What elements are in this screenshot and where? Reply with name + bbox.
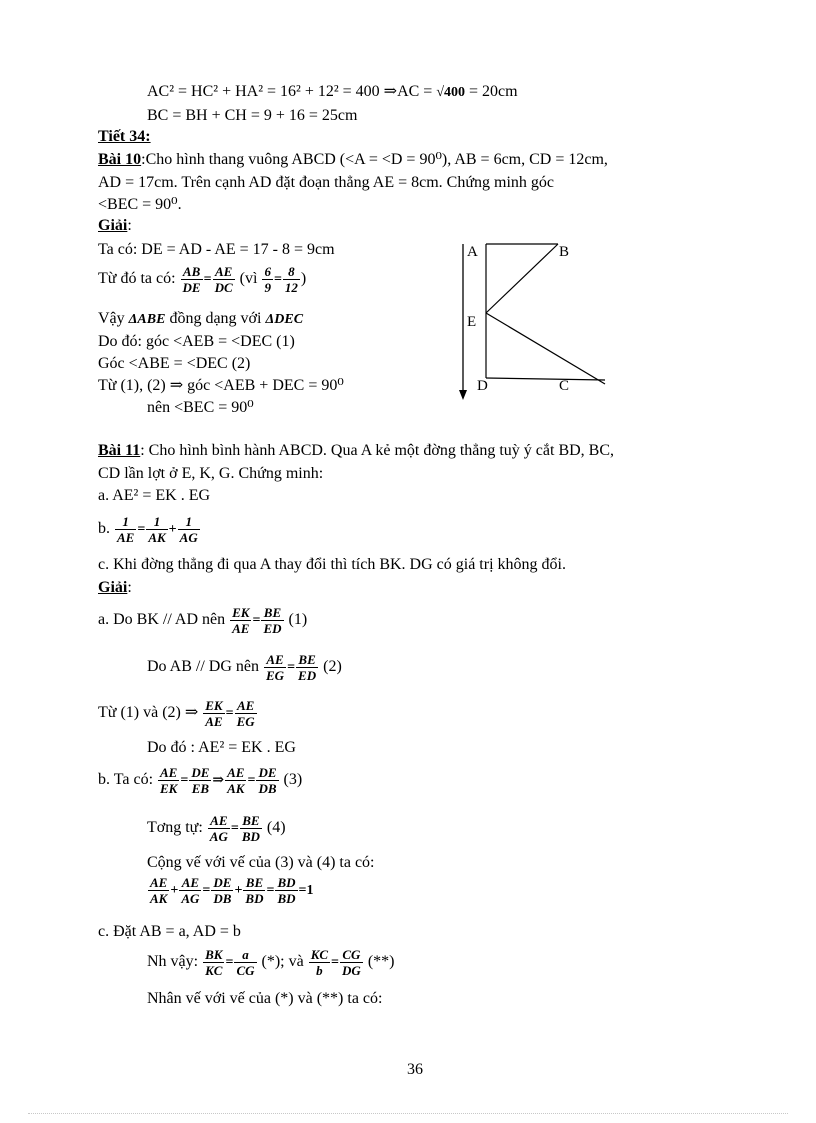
text: Tơng tự: [147, 819, 203, 836]
text: Từ (1) và (2) ⇒ [98, 704, 199, 721]
denominator: AE [117, 529, 135, 545]
numerator: AE [227, 764, 245, 780]
equals: = [273, 272, 282, 287]
g3 [98, 309, 303, 330]
text: (4) [262, 819, 286, 836]
numerator: BE [296, 652, 318, 668]
trapezoid-figure [455, 238, 615, 406]
numerator: AE [235, 698, 257, 714]
text: (3) [279, 771, 303, 788]
numerator: EK [232, 604, 250, 620]
part-a: a. AE² = EK . EG [98, 487, 211, 504]
numerator: BK [205, 946, 223, 962]
denominator: b [316, 962, 323, 978]
g6: Từ (1), (2) ⇒ góc <AEB + DEC = 90⁰ [98, 377, 344, 394]
numerator: BE [240, 813, 262, 829]
label-c: C [559, 378, 570, 394]
numerator: BD [277, 874, 296, 890]
text: = 20cm [465, 83, 518, 100]
text: Từ đó ta có: [98, 270, 176, 287]
numerator: 1 [178, 514, 200, 530]
numerator: CG [340, 947, 363, 963]
numerator: DE [213, 874, 232, 890]
bai10-line3: <BEC = 90⁰. [98, 196, 182, 213]
numerator: a [234, 947, 256, 963]
one: 1 [306, 883, 314, 898]
text: Vậy [98, 310, 129, 327]
segment-be [486, 244, 558, 313]
equals: = [180, 773, 189, 788]
numerator: 8 [283, 264, 300, 280]
fraction [203, 698, 224, 729]
numerator: DE [191, 764, 210, 780]
sol-a3 [98, 696, 258, 731]
g1: Ta có: DE = AD - AE = 17 - 8 = 9cm [98, 241, 335, 258]
fraction [283, 264, 300, 295]
g7: nên <BEC = 90⁰ [147, 399, 254, 416]
equals: = [137, 522, 146, 537]
numerator: AE [179, 875, 201, 891]
denominator: AK [150, 890, 168, 906]
fraction [230, 605, 251, 636]
denominator: BD [277, 890, 296, 906]
sol-a4: Do đó : AE² = EK . EG [147, 739, 296, 756]
text: :Cho hình thang vuông ABCD (<A = <D = 90⁰), AB = 6cm, CD = 12cm, [141, 151, 608, 168]
part-c: c. Khi đờng thẳng đi qua A thay đổi thì tích BK. DG có giá trị không đổi. [98, 556, 566, 573]
fraction [264, 652, 286, 683]
denominator: BD [245, 890, 264, 906]
side-dc [486, 378, 605, 380]
segment-ec [486, 313, 605, 384]
bai11-line1 [98, 441, 614, 461]
fraction [203, 947, 224, 978]
denominator: CG [236, 962, 255, 978]
text: Nh vậy: [147, 953, 199, 970]
fraction [225, 765, 246, 796]
fraction [309, 947, 330, 978]
g2 [98, 262, 306, 297]
label-d: D [477, 378, 488, 394]
denominator: AK [227, 780, 245, 796]
fraction [235, 698, 257, 729]
equals: = [203, 272, 212, 287]
line-ac-calc [147, 82, 518, 103]
equals: = [252, 613, 261, 628]
bai10-label: Bài 10 [98, 151, 142, 168]
sqrt-400: √400 [436, 85, 466, 100]
denominator: KC [205, 962, 223, 978]
equals: = [287, 660, 296, 675]
label-b: B [559, 244, 570, 260]
equals: = [225, 706, 234, 721]
numerator: AB [181, 264, 203, 280]
fraction [179, 875, 201, 906]
denominator: 12 [284, 279, 298, 295]
denominator: DC [214, 279, 233, 295]
denominator: AK [148, 529, 166, 545]
arrow: ⇒ [212, 773, 225, 788]
denominator: ED [263, 620, 282, 636]
fraction [189, 765, 211, 796]
equals: = [247, 773, 256, 788]
text: (*); và [257, 953, 308, 970]
denominator: EG [266, 667, 285, 683]
fraction [146, 514, 167, 545]
denominator: AG [179, 529, 198, 545]
fraction [296, 652, 318, 683]
sol-c2 [147, 945, 394, 980]
solution-heading-2 [98, 578, 132, 598]
numerator: 1 [146, 514, 167, 530]
giai-label: Giải [98, 217, 128, 234]
g4: Do đó: góc <AEB = <DEC (1) [98, 333, 295, 350]
arrow-head [459, 390, 467, 400]
equals: = [230, 821, 239, 836]
fraction [234, 947, 256, 978]
numerator: EK [205, 697, 223, 713]
numerator: BE [261, 605, 283, 621]
sol-c3: Nhân vế với vế của (*) và (**) ta có: [147, 990, 383, 1007]
sol-b1 [98, 763, 302, 798]
numerator: AE [264, 652, 286, 668]
fraction [148, 875, 169, 906]
page-bottom-rule [28, 1113, 788, 1114]
giai-label: Giải [98, 579, 128, 596]
denominator: EK [160, 780, 178, 796]
numerator: KC [310, 946, 329, 962]
denominator: AG [209, 828, 228, 844]
fraction [178, 514, 200, 545]
fraction [243, 875, 265, 906]
denominator: DB [213, 890, 232, 906]
sol-a2 [147, 650, 342, 685]
fraction [213, 264, 235, 295]
sol-b2 [147, 811, 286, 846]
text: : [127, 579, 132, 596]
numerator: AE [208, 813, 230, 829]
fraction [240, 813, 262, 844]
equals: = [225, 955, 234, 970]
denominator: AE [205, 713, 223, 729]
numerator: BE [243, 875, 265, 891]
part-b [98, 512, 201, 547]
sol-c1: c. Đặt AB = a, AD = b [98, 923, 241, 940]
page-number: 36 [407, 1061, 423, 1078]
fraction [208, 813, 230, 844]
denominator: ED [298, 667, 317, 683]
denominator: AG [181, 890, 200, 906]
text: đồng dạng với [165, 310, 266, 327]
text: (vì [235, 270, 262, 287]
text: (2) [319, 658, 342, 675]
denominator: DG [342, 962, 361, 978]
plus: + [168, 522, 177, 537]
text: AC² = HC² + HA² = 16² + 12² = 400 ⇒AC = [147, 83, 437, 100]
equals: = [266, 883, 275, 898]
sol-b4 [147, 873, 314, 908]
plus: + [234, 883, 243, 898]
fraction [158, 765, 179, 796]
numerator: AE [213, 264, 235, 280]
text: b. Ta có: [98, 771, 154, 788]
plus: + [170, 883, 179, 898]
bai10-line1 [98, 150, 608, 170]
sol-a1 [98, 603, 307, 638]
fraction [275, 875, 297, 906]
fraction [261, 605, 283, 636]
text: (1) [284, 611, 308, 628]
fraction [211, 875, 233, 906]
fraction [181, 264, 203, 295]
numerator: 6 [264, 263, 271, 279]
text: (**) [363, 953, 395, 970]
text: : Cho hình bình hành ABCD. Qua A kẻ một đờng thẳng tuỳ ý cắt BD, BC, [140, 442, 615, 459]
text: Do AB // DG nên [147, 658, 259, 675]
text: ) [300, 270, 307, 287]
triangle-dec: ΔDEC [265, 312, 304, 327]
g5: Góc <ABE = <DEC (2) [98, 355, 251, 372]
denominator: DE [182, 279, 201, 295]
text: : [127, 217, 132, 234]
label-a: A [467, 244, 478, 260]
fraction [115, 514, 136, 545]
equals: = [298, 883, 307, 898]
bai11-line2: CD lần lợt ở E, K, G. Chứng minh: [98, 465, 324, 482]
denominator: 9 [264, 279, 271, 295]
text: a. Do BK // AD nên [98, 611, 226, 628]
line-bc-calc: BC = BH + CH = 9 + 16 = 25cm [147, 107, 358, 124]
fraction [256, 765, 278, 796]
solution-heading-1 [98, 216, 132, 236]
numerator: DE [258, 764, 277, 780]
denominator: EB [191, 780, 210, 796]
fraction [262, 264, 273, 295]
denominator: EG [236, 713, 255, 729]
equals: = [331, 955, 340, 970]
sol-b3: Cộng vế với vế của (3) và (4) ta có: [147, 854, 375, 871]
numerator: AE [160, 764, 178, 780]
numerator: AE [150, 874, 168, 890]
denominator: AE [232, 620, 250, 636]
bai11-label: Bài 11 [98, 442, 141, 459]
text: b. [98, 520, 110, 537]
denominator: BD [241, 828, 260, 844]
label-e: E [467, 314, 477, 330]
bai10-line2: AD = 17cm. Trên cạnh AD đặt đoạn thẳng AE = 8cm. Chứng minh góc [98, 174, 555, 191]
triangle-abe: ΔABE [128, 312, 166, 327]
denominator: DB [258, 780, 277, 796]
equals: = [202, 883, 211, 898]
lesson-heading: Tiết 34: [98, 128, 151, 145]
fraction [340, 947, 363, 978]
numerator: 1 [115, 514, 136, 530]
